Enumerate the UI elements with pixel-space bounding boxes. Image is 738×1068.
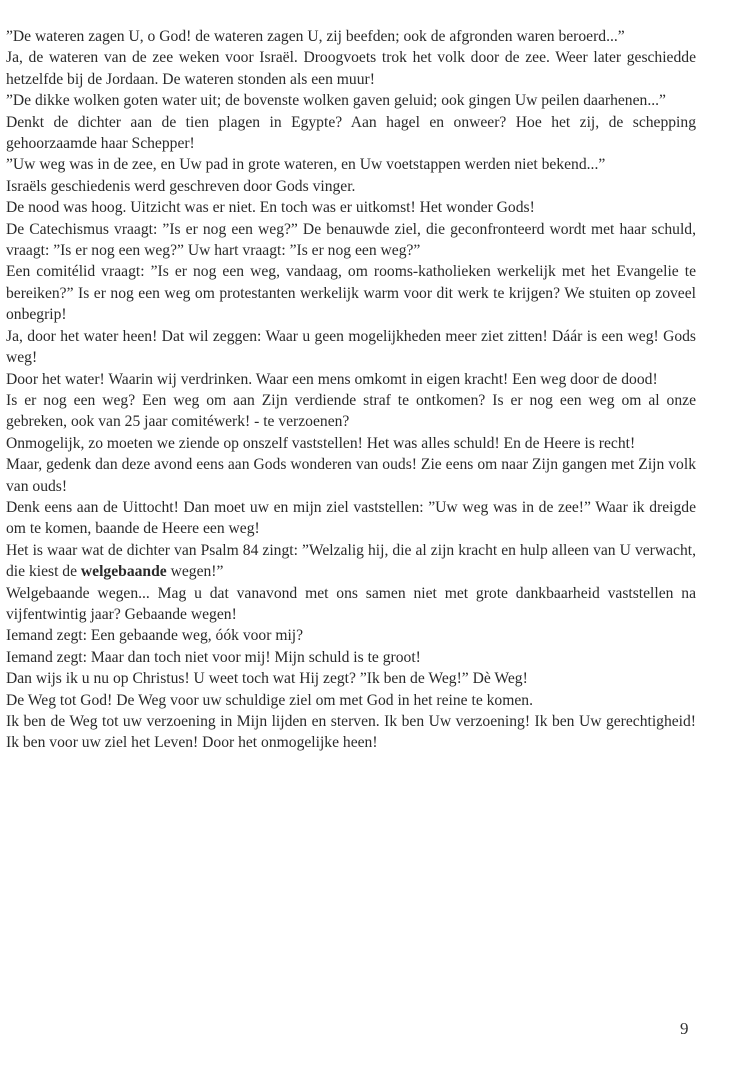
paragraph: ”De dikke wolken goten water uit; de bovenste wolken gaven geluid; ook gingen Uw peilen daarhenen...” bbox=[6, 92, 666, 110]
paragraph: Ja, de wateren van de zee weken voor Israël. Droogvoets trok het volk door de zee. Weer later geschiedde hetzelfde bij de Jordaan. De wateren stonden als een muur! bbox=[6, 49, 696, 88]
page-body bbox=[6, 26, 696, 754]
psalm-text-before: Het is waar wat de dichter van Psalm 84 zingt: ”Welzalig hij, die al zijn kracht en hulp alleen van U verwacht, die kiest de bbox=[6, 541, 696, 581]
paragraph: Iemand zegt: Een gebaande weg, óók voor mij? bbox=[6, 627, 304, 645]
paragraph: ”Uw weg was in de zee, en Uw pad in grote wateren, en Uw voetstappen werden niet bekend...” bbox=[6, 156, 606, 174]
psalm-text-after: wegen!” bbox=[166, 563, 224, 581]
paragraph: Onmogelijk, zo moeten we ziende op onszelf vaststellen! Het was alles schuld! En de Heere is recht! bbox=[6, 434, 636, 452]
paragraph: Dan wijs ik u nu op Christus! U weet toch wat Hij zegt? ”Ik ben de Weg!” Dè Weg! bbox=[6, 670, 528, 688]
paragraph: De Weg tot God! De Weg voor uw schuldige ziel om met God in het reine te komen. bbox=[6, 691, 533, 709]
paragraph: Denkt de dichter aan de tien plagen in Egypte? Aan hagel en onweer? Hoe het zij, de schepping gehoorzaamde haar Schepper! bbox=[6, 113, 696, 153]
paragraph: Ja, door het water heen! Dat wil zeggen: Waar u geen mogelijkheden meer ziet zitten! Dáár is een weg! Gods weg! bbox=[6, 327, 696, 367]
paragraph: Israëls geschiedenis werd geschreven door Gods vinger. bbox=[6, 177, 356, 195]
paragraph: Is er nog een weg? Een weg om aan Zijn verdiende straf te ontkomen? Is er nog een weg om al onze gebreken, ook van 25 jaar comitéwerk! - te verzoenen? bbox=[6, 391, 696, 431]
psalm-paragraph bbox=[6, 540, 696, 583]
paragraph: Iemand zegt: Maar dan toch niet voor mij! Mijn schuld is te groot! bbox=[6, 648, 421, 666]
paragraph: Ik ben de Weg tot uw verzoening in Mijn lijden en sterven. Ik ben Uw verzoening! Ik ben Uw gerechtigheid! Ik ben voor uw ziel het Leven! Door het onmogelijke heen! bbox=[6, 713, 696, 752]
paragraph: De nood was hoog. Uitzicht was er niet. En toch was er uitkomst! Het wonder Gods! bbox=[6, 199, 535, 217]
psalm-bold-word: welgebaande bbox=[80, 563, 167, 581]
paragraph: Welgebaande wegen... Mag u dat vanavond met ons samen niet met grote dankbaarheid vaststellen na vijfentwintig jaar? Gebaande wegen! bbox=[6, 584, 696, 623]
paragraph: Door het water! Waarin wij verdrinken. Waar een mens omkomt in eigen kracht! Een weg door de dood! bbox=[6, 370, 658, 388]
paragraph: ”De wateren zagen U, o God! de wateren zagen U, zij beefden; ook de afgronden waren beroerd...” bbox=[6, 28, 625, 45]
paragraph: Denk eens aan de Uittocht! Dan moet uw en mijn ziel vaststellen: ”Uw weg was in de zee!” Waar ik dreigde om te komen, baande de Heere een weg! bbox=[6, 498, 696, 538]
paragraph: De Catechismus vraagt: ”Is er nog een weg?” De benauwde ziel, die geconfronteerd wordt met haar schuld, vraagt: ”Is er nog een weg?” Uw hart vraagt: ”Is er nog een weg?” bbox=[6, 220, 696, 260]
page-number: 9 bbox=[680, 1019, 689, 1038]
paragraph: Maar, gedenk dan deze avond eens aan Gods wonderen van ouds! Zie eens om naar Zijn gangen met Zijn volk van ouds! bbox=[6, 456, 696, 495]
paragraph: Een comitélid vraagt: ”Is er nog een weg, vandaag, om rooms-katholieken werkelijk met het Evangelie te bereiken?” Is er nog een weg om protestanten werkelijk warm voor dit werk te krijgen? We stuiten op zoveel onbegrip! bbox=[6, 263, 696, 324]
